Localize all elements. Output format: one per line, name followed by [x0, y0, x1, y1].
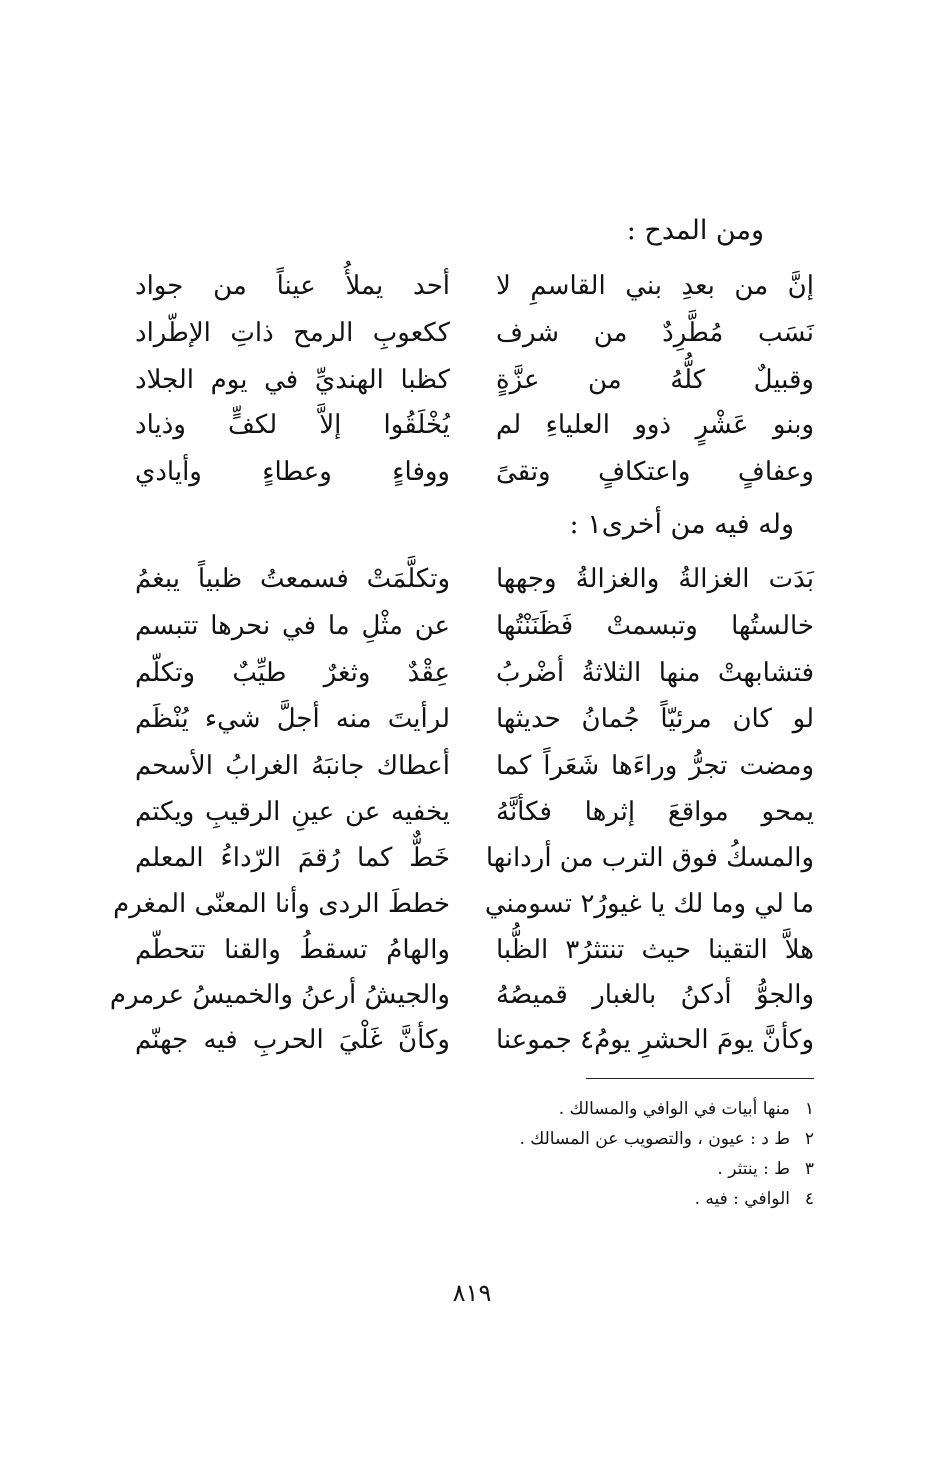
verse-line [0, 559, 944, 599]
verse-second-hemistich: ووفاءٍ وعطاءٍ وأيادي [135, 457, 450, 487]
verse-first-hemistich: والمسكُ فوق الترب من أردانها [485, 843, 814, 873]
verse-line [0, 360, 944, 400]
footnote-text: ط د : عيون ، والتصويب عن المسالك . [519, 1129, 790, 1149]
verse-line [0, 266, 944, 306]
footnote [394, 1094, 814, 1124]
verse-second-hemistich: كظبا الهنديِّ في يوم الجلاد [135, 365, 450, 395]
verse-second-hemistich: وكأنَّ غَلْيَ الحربِ فيه جهنّم [135, 1025, 450, 1055]
footnote-text: الوافي : فيه . [694, 1189, 790, 1209]
footnote-number: ٢ [804, 1129, 814, 1149]
verse-line [0, 405, 944, 445]
verse-second-hemistich: يُخْلَقُوا إلاَّ لكفٍّ وذياد [135, 410, 450, 440]
verse-line [0, 699, 944, 739]
section-heading-another-poem: وله فيه من أخرى١ : [569, 509, 794, 540]
verse-first-hemistich: فتشابهتْ منها الثلاثةُ أضْربُ [496, 658, 814, 688]
verse-line [0, 452, 944, 492]
verse-line [0, 746, 944, 786]
verse-first-hemistich: هلاَّ التقينا حيث تنتثرُ٣ الظُّبا [496, 935, 815, 965]
verse-second-hemistich: وتكلَّمَتْ فسمعتُ ظبياً يبغمُ [135, 564, 450, 594]
verse-second-hemistich: أعطاك جانبَهُ الغرابُ الأسحم [135, 751, 450, 781]
verse-first-hemistich: إنَّ من بعدِ بني القاسمِ لا [496, 271, 814, 301]
verse-first-hemistich: يمحو مواقعَ إثرها فكأنَّهُ [496, 797, 814, 827]
verse-first-hemistich: ومضت تجرُّ وراءَها شَعَراً كما [496, 751, 814, 781]
verse-second-hemistich: عن مثْلِ ما في نحرها تتبسم [135, 611, 450, 641]
verse-first-hemistich: بَدَت الغزالةُ والغزالةُ وجهها [496, 564, 814, 594]
verse-line [0, 1020, 944, 1060]
verse-second-hemistich: يخفيه عن عينِ الرقيبِ ويكتم [135, 797, 450, 827]
page-number: ٨١٩ [452, 1279, 492, 1307]
verse-first-hemistich: نَسَب مُطَّرِدٌ من شرف [496, 318, 814, 348]
verse-first-hemistich: ما لي وما لك يا غيورُ٢ تسومني [484, 889, 814, 919]
verse-second-hemistich: عِقْدٌ وثغرٌ طيِّبٌ وتكلّم [135, 658, 450, 688]
footnote-number: ٣ [804, 1159, 814, 1179]
verse-first-hemistich: خالستُها وتبسمتْ فَظَنَنْتُها [496, 611, 814, 641]
verse-second-hemistich: خططَ الردى وأنا المعنّى المغرم [113, 889, 450, 919]
verse-first-hemistich: وقبيلٌ كلُّهُ من عزَّةٍ [496, 365, 814, 395]
verse-line [0, 606, 944, 646]
verse-second-hemistich: ككعوبِ الرمح ذاتِ الإطّراد [135, 318, 450, 348]
section-heading-praise: ومن المدح : [626, 215, 764, 246]
verse-second-hemistich: والهامُ تسقطُ والقنا تتحطّم [135, 935, 450, 965]
verse-first-hemistich: لو كان مرئيّاً جُمانُ حديثها [496, 704, 814, 734]
verse-line [0, 930, 944, 970]
footnote [394, 1124, 814, 1154]
verse-line [0, 884, 944, 924]
footnote [394, 1184, 814, 1214]
verse-second-hemistich: لرأيتَ منه أجلَّ شيء يُنْظَم [135, 704, 450, 734]
footnote-number: ١ [804, 1099, 814, 1119]
verse-line [0, 975, 944, 1015]
verse-line [0, 313, 944, 353]
verse-first-hemistich: وكأنَّ يومَ الحشرِ يومُ٤ جموعنا [496, 1025, 814, 1055]
verse-second-hemistich: أحد يملأُ عيناً من جواد [135, 271, 450, 301]
footnotes [394, 1094, 814, 1214]
footnote [394, 1154, 814, 1184]
footnote-text: منها أبيات في الوافي والمسالك . [558, 1099, 790, 1119]
footnote-text: ط : ينتثر . [717, 1159, 790, 1179]
verse-first-hemistich: وعفافٍ واعتكافٍ وتقىً [496, 457, 814, 487]
verse-second-hemistich: والجيشُ أرعنُ والخميسُ عرمرم [109, 980, 450, 1010]
verse-first-hemistich: وبنو عَشْرٍ ذوو العلياءِ لم [496, 410, 814, 440]
verse-line [0, 792, 944, 832]
verse-line [0, 838, 944, 878]
verse-first-hemistich: والجوُّ أدكنُ بالغبار قميصُهُ [496, 980, 814, 1010]
verse-line [0, 653, 944, 693]
footnote-separator [586, 1078, 814, 1079]
verse-second-hemistich: خَطٌّ كما رُقمَ الرّداءُ المعلم [135, 843, 450, 873]
footnote-number: ٤ [804, 1189, 814, 1209]
